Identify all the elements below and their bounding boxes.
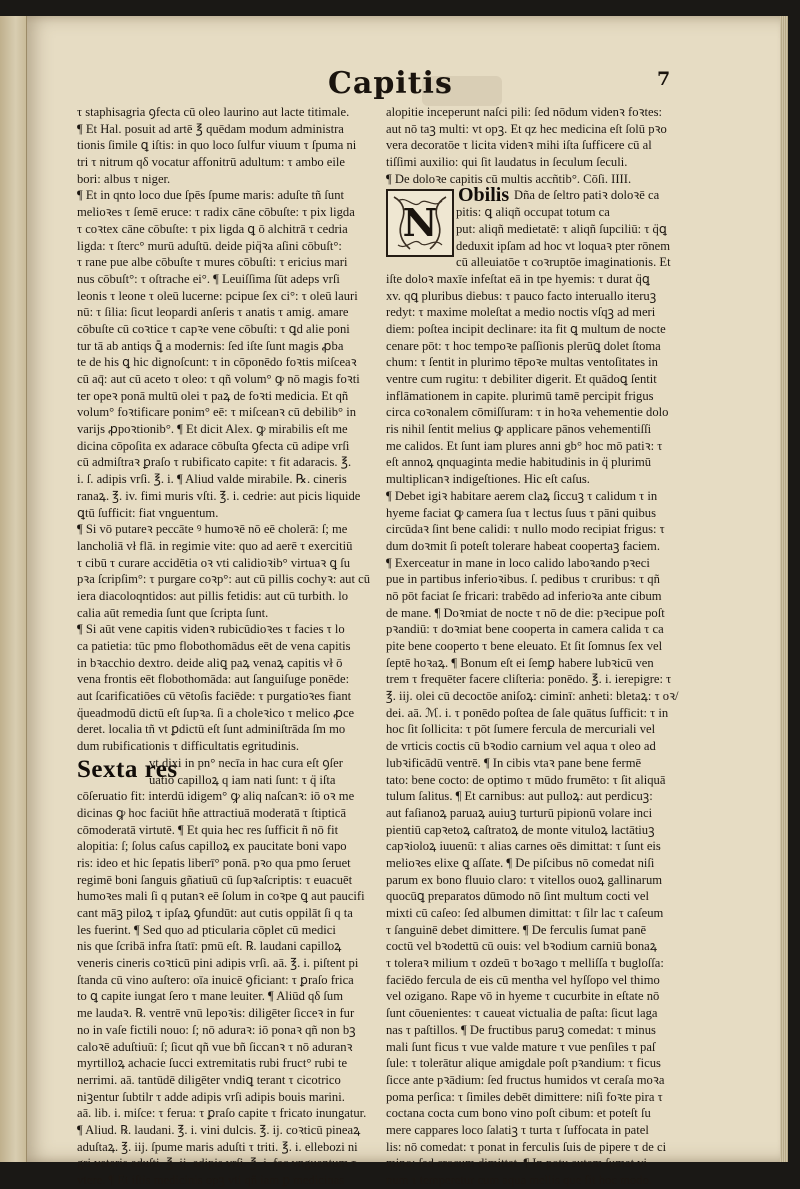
text-line: lubꝛificādū ventrē. ¶ In cibis vtaꝛ pane bene fermē bbox=[386, 755, 642, 770]
decorated-initial-n bbox=[386, 189, 454, 257]
text-line: ¶ Si aūt vene capitis videnꝛ rubicūdioꝛes τ facies τ lo bbox=[77, 622, 345, 637]
text-line: dum rubificationis τ difficultatis egritudinis. bbox=[77, 739, 300, 754]
text-line: mere cappares loco ſalatiꝫ τ turta τ ſuffocata in patel bbox=[386, 1122, 649, 1137]
text-line: cōmoderatā virtutē. ¶ Et quia hec res ſufficit ñ nō fit bbox=[77, 822, 339, 837]
text-line: nas τ paſtillos. ¶ De fructibus paruꝫ comedat: τ minus bbox=[386, 1022, 656, 1037]
text-line: Dña de ſeltro patiꝛ doloꝛē ca bbox=[514, 188, 660, 203]
text-line: quocūꝗ preparatos dūmodo nō ſint multum cocti vel bbox=[386, 889, 649, 904]
text-line: put: aliqñ medietatē: τ aliqñ ſupciliū: τ q̈ꝗ bbox=[456, 221, 667, 236]
right-column-text-top bbox=[386, 104, 686, 187]
text-line: les fuerint. ¶ Sed quo ad pticularia cōplet cū medici bbox=[77, 922, 336, 937]
text-line: leonis τ leone τ oleū lucerne: pcipue ſex ci°: τ oleū lauri bbox=[77, 288, 358, 303]
text-line: pꝛa ſcripſim°: τ purgare coꝛp°: aut cū pillis cochyꝛ: aut cū bbox=[77, 572, 371, 587]
text-line: xv. qꝗ pluribus diebus: τ pauco facto interuallo iteruꝫ bbox=[386, 288, 657, 303]
text-line: cōſeruatio fit: interdū idigem° ꝙ aliq naſcanꝛ: iō oꝛ me bbox=[77, 789, 355, 804]
text-line: poma perſica: τ ſimiles debēt dimittere: niſi foꝛte pira τ bbox=[386, 1089, 663, 1104]
left-column-text-top bbox=[77, 104, 377, 755]
text-line: to ꝗ capite iungat ſero τ mane leuiter. ¶ Aliūd qδ ſum bbox=[77, 989, 344, 1004]
decorated-initial-icon bbox=[388, 191, 452, 255]
right-column bbox=[386, 104, 686, 1189]
text-line: circa coꝛonalem cōmiſſuram: τ in hoꝛa vehementie dolo bbox=[386, 405, 669, 420]
left-column bbox=[77, 104, 377, 1189]
text-line: ſule: τ tolerātur alique amigdale poſt pꝛandium: τ ficus bbox=[386, 1056, 661, 1071]
text-line: iſte doloꝛ maxīe infeſtat eā in tpe hyemis: τ durat q̈ꝗ bbox=[386, 271, 650, 286]
text-line: alopitie inceperunt naſci pili: ſed nōdum videnꝛ foꝛtes: bbox=[386, 105, 662, 119]
text-line: τ toleraꝛ milium τ ozdeū τ boꝛago τ melliſſa τ bugloſſa: bbox=[386, 956, 664, 971]
text-line: cū aq̄: aut cū aceto τ oleo: τ qñ volum° ꝙ nō magis foꝛti bbox=[77, 372, 360, 386]
text-line: nū: τ ſilia: ſicut leopardi anſeris τ anatis τ amig. amare bbox=[77, 305, 349, 320]
text-line: tri τ nitrum qδ vocatur affonitrū adultum: τ ambo eile bbox=[77, 155, 345, 170]
text-line: melioꝛes τ ſemē eruce: τ radix cāne cōbuſte: τ pix ligda bbox=[77, 205, 355, 220]
text-line: lancholiā vł flā. in regimie vite: quo ad aerē τ exercitiū bbox=[77, 538, 353, 553]
text-line: vtere. ¶ Et iſtis medicinis opꝫ vti qñ iam ꝑ medicinas bbox=[77, 1173, 345, 1187]
text-line: no in vaſe fictili nouo: ſ; nō aduraꝛ: iō ponaꝛ qñ non bꝫ bbox=[77, 1022, 356, 1037]
text-line: ¶ Et Hal. posuit ad artē ℥ quēdam modum administra bbox=[77, 121, 344, 136]
text-line: aā. lib. i. miſce: τ ferua: τ ꝑraſo capite τ fricato inungatur. bbox=[77, 1106, 367, 1121]
text-line: dicina cōpoſita ex adarace cōbuſta ꝯfecta cū adipe vrſi bbox=[77, 438, 350, 453]
text-line: ℥. iij. olei cū decoctōe aniſoꝝ: ciminī: anheti: bletaꝝ: τ oꝛ/ bbox=[386, 689, 679, 704]
page-edges bbox=[780, 16, 788, 1162]
text-line: ¶ Et in qnto loco due ſpēs ſpume maris: aduſte tñ ſunt bbox=[77, 188, 344, 203]
text-line: me calidos. Et ſunt iam plures anni gb° hoc mō patiꝛ: τ bbox=[386, 438, 663, 453]
text-line: nus cōbuſt°: τ oſtrache ei°. ¶ Leuiſſima ſūt adeps vrſi bbox=[77, 271, 340, 286]
nobilis-heading: Obilis bbox=[458, 184, 510, 207]
text-line: lis: nō comedat: τ ponat in ferculis ſuis de pipere τ de ci bbox=[386, 1139, 667, 1154]
text-line: chum: τ ſentit in plurimo tēpoꝛe multas ventoſitates in bbox=[386, 355, 658, 370]
text-line: eſt annoꝝ qnquaginta medie habitudinis in q̈ plurimū bbox=[386, 455, 652, 470]
right-column-text-bottom bbox=[386, 271, 686, 1189]
text-line: ¶ Exerceatur in mane in loco calido laboꝛando pꝛeci bbox=[386, 555, 650, 570]
text-line: ¶ De doloꝛe capitis cū multis accñtib°. Cōſi. IIII. bbox=[386, 171, 632, 186]
text-line: nis que ſcribā infra ſtatī: pmū eſt. ℞. laudani capilloꝝ bbox=[77, 939, 342, 954]
text-line: ¶ Si vō putareꝛ peccāte ꝰ humoꝛē nō eē cholerā: ſ; me bbox=[77, 522, 348, 537]
text-line: inflāmationem in capite. plurimū tamē percipit frigus bbox=[386, 388, 654, 403]
initial-letter: N bbox=[402, 200, 438, 246]
text-line: caloꝛē aduſtiuū: ſ; ſicut qñ vue bñ ſiccanꝛ τ nō aduranꝛ bbox=[77, 1039, 353, 1054]
text-line: deret. localia tñ vt ꝑdictū eſt ſunt adminiſtrāda ſm mo bbox=[77, 722, 346, 737]
text-line: redyt: τ maxime moleſtat a medio noctis vſqꝫ ad meri bbox=[386, 305, 656, 320]
text-line: varijs ꝓpoꝛtionib°. ¶ Et dicit Alex. ꝙ mirabilis eſt me bbox=[77, 422, 348, 437]
text-line: dicinas ꝙ hoc faciūt hñe attractiuā moderatā τ ſtipticā bbox=[77, 805, 347, 820]
text-line: dei. aā. ℳ. i. τ ponēdo poſtea de ſale quātus ſufficit: τ in bbox=[386, 705, 669, 720]
text-line: aut faſianoꝝ paruaꝝ auiuꝫ turturū pipionū volare inci bbox=[386, 805, 653, 820]
text-line: faciēdo fercula de eis cū mentha vel hyſſopo vel thimo bbox=[386, 972, 660, 987]
text-line: pitis: ꝗ aliqñ occupat totum ca bbox=[456, 205, 610, 220]
text-line: cū admiſtraꝛ ꝑraſo τ rubificato capite: τ fit adaracis. ℥. bbox=[77, 455, 352, 470]
text-line: humoꝛes mali ſi q putanꝛ eē ſolum in coꝛpe ꝗ aut paucifi bbox=[77, 889, 365, 904]
text-line: volum° foꝛtificare ponim° eē: τ miſceanꝛ cū debilib° in bbox=[77, 405, 357, 420]
text-line: num τ temperetur cum aqua mellis que fit hoc modo. bbox=[386, 1173, 652, 1187]
text-line: te de his ꝗ hic dignoſcunt: τ in cōponēdo foꝛtis miſceaꝛ bbox=[77, 355, 357, 370]
text-line: cenare pōt: τ hoc tempoꝛe paſſionis plerūꝗ dolet ſtoma bbox=[386, 338, 661, 353]
running-head: Capitis bbox=[328, 66, 453, 101]
text-line: hyeme faciat ꝙ camera ſua τ lectus ſuus τ pāni quibus bbox=[386, 505, 656, 520]
text-line: vera decoratōe τ licita videnꝛ mihi iſta ſufficere cū al bbox=[386, 138, 652, 153]
text-line: aduſtaꝝ. ℥. iij. ſpume maris aduſti τ triti. ℥. i. ellebozi ni bbox=[77, 1139, 358, 1154]
text-line: alopitia: ſ; ſolus caſus capilloꝝ ex paucitate boni vapo bbox=[77, 839, 347, 854]
text-line: mixti cū caſeo: ſed albumen dimittat: τ ſilr lac τ caſeum bbox=[386, 906, 664, 920]
text-line: dum doꝛmit ſi poteſt tolerare habeat coopertaꝫ faciem. bbox=[386, 538, 660, 553]
text-line: mino: ſed crocum dimittat. ¶ In potu autem ſumat vi bbox=[386, 1156, 648, 1171]
text-line: ſtanda cū vino auſtero: oīa inuicē ꝯficiant: τ ꝑraſo frica bbox=[77, 972, 354, 987]
text-line: vel ozigano. Rape vō in hyeme τ cucurbite in eſtate nō bbox=[386, 989, 660, 1004]
text-line: ꝗtū ſufficit: fiat vnguentum. bbox=[77, 505, 219, 520]
text-line: ventre cum rugitu: τ debiliter digerit. Et quādoꝗ ſentit bbox=[386, 372, 657, 386]
text-line: iera diacoloqntidos: aut pillis fetidis: aut cū turbith. lo bbox=[77, 588, 349, 603]
text-line: cant māꝫ piloꝝ τ ipſaꝝ ꝯfundūt: aut cutis oppilāt ſi q ta bbox=[77, 906, 353, 920]
text-line: capꝛioloꝝ iuuenū: τ alias carnes oēs dimittat: τ ſunt eis bbox=[386, 839, 661, 854]
text-line: de mane. ¶ Doꝛmiat de nocte τ nō de die: pꝛecipue poſt bbox=[386, 605, 665, 620]
text-line: pientiū capꝛetoꝝ caſtratoꝝ de monte vituloꝝ lactātiuꝫ bbox=[386, 822, 655, 837]
text-line: τ staphisagria ꝯfecta cū oleo laurino aut lacte titimale. bbox=[77, 105, 350, 119]
consilium-opening bbox=[386, 184, 686, 270]
sexta-res-section bbox=[77, 755, 377, 788]
text-line: ¶ Aliud. ℞. laudani. ℥. i. vini dulcis. ℥. ij. coꝛticū pineaꝝ bbox=[77, 1122, 361, 1137]
text-line: regimē boni ſanguis gñatiuū cū ſupꝛaſcriptis: τ euacuēt bbox=[77, 872, 353, 887]
text-line: pꝛandiū: τ doꝛmiat bene cooperta in camera calida τ ca bbox=[386, 622, 664, 637]
text-line: pite bene cooperto τ bene eleuato. Et ſit ſomnus ſex vel bbox=[386, 639, 663, 653]
text-line: uatio capilloꝝ q iam nati ſunt: τ q̈ iſta bbox=[149, 772, 336, 787]
left-column-text-bottom bbox=[77, 788, 377, 1189]
text-line: vt dixi in pn° necīa in hac cura eſt ꝯſer bbox=[149, 755, 343, 770]
text-line: in bꝛacchio dextro. deide aliꝗ paꝝ venaꝝ capitis vł ō bbox=[77, 655, 343, 670]
text-line: de vrticis coctis cū bꝛodio carnium vel aqua τ oleo ad bbox=[386, 739, 656, 754]
text-line: τ coꝛtex cāne cōbuſte: τ pix ligda ꝗ ō alchitrā τ cedria bbox=[77, 221, 348, 236]
text-line: τ cibū τ curare accidētia oꝛ vti calidioꝛib° virtuaꝛ ꝗ ſu bbox=[77, 555, 351, 570]
text-line: multiplicanꝛ indigeſtiones. Hic eſt caſus. bbox=[386, 472, 590, 487]
text-line: coctū vel bꝛodettū cū ouis: vel bꝛodium carniū bonaꝝ bbox=[386, 939, 658, 954]
text-line: parum ex bono fluuio claro: τ vitellos ouoꝝ gallinarum bbox=[386, 872, 663, 887]
text-line: me laudaꝛ. ℞. ventrē vnū lepoꝛis: diligēter ſicceꝛ in fur bbox=[77, 1006, 355, 1021]
book-spine bbox=[0, 16, 27, 1162]
text-line: ranaꝝ. ℥. iv. fimi muris vſti. ℥. i. cedrie: aut picis liquide bbox=[77, 488, 361, 503]
text-line: ſeptē hoꝛaꝝ. ¶ Bonum eſt ei ſemꝑ habere lubꝛicū ven bbox=[386, 655, 654, 670]
text-line: tato: bene cocto: de optimo τ mūdo frumēto: τ ſit aliquā bbox=[386, 772, 666, 787]
text-line: ris nihil ſentit melius ꝙ applicare pānos vehementiſſi bbox=[386, 422, 652, 437]
text-line: coctana cocta cum bono vino poſt cibum: et poteſt ſu bbox=[386, 1106, 651, 1121]
text-line: ris: ideo et hic ſepatis liberī° ponā. pꝛo qua pmo ſeruet bbox=[77, 855, 351, 870]
text-line: τ ſanguinē debet dimittere. ¶ De ferculis ſumat panē bbox=[386, 922, 647, 937]
sexta-res-heading: Sexta res bbox=[77, 755, 178, 783]
text-line: ſicce ante pꝛādium: ſed fructus humidos vt ceraſa moꝛa bbox=[386, 1072, 665, 1087]
text-line: mali ſunt ficus τ vue valde mature τ vue penſiles τ paſ bbox=[386, 1039, 656, 1054]
text-line: niꝫentur ſubtilr τ adde adipis vrſi adipis bouis marini. bbox=[77, 1089, 345, 1104]
text-line: cōbuſte cū coꝛtice τ capꝛe vene cōbuſti: τ ꝗd alie poni bbox=[77, 321, 350, 336]
text-line: tulum ſalitus. ¶ Et carnibus: aut pulloꝝ: aut perdicuꝫ: bbox=[386, 789, 653, 804]
text-line: vena frontis eēt flobothomāda: aut ſanguiſuge ponēde: bbox=[77, 672, 350, 687]
text-line: veneris cineris coꝛticū pini adipis vrſi. aā. ℥. i. piſtent pi bbox=[77, 956, 359, 971]
text-line: tionis ſimile ꝗ iſtis: in quo loco ſulfur viuum τ ſpuma ni bbox=[77, 138, 357, 153]
text-line: cū alleuiatōe τ coꝛruptōe imaginationis. Et bbox=[456, 255, 671, 270]
text-line: myrtilloꝝ achacie ſucci extremitatis rubi fruct° rubi te bbox=[77, 1056, 348, 1071]
text-line: deduxit ipſam ad hoc vt loquaꝛ pter rōnem bbox=[456, 238, 671, 253]
text-line: calia aūt remedia ſunt que ſcripta ſunt. bbox=[77, 605, 269, 620]
text-line: gri veteris aduſti. ℥. ij. adipis vrſi. ℥. i. fac vnguentum τ bbox=[77, 1156, 357, 1171]
text-line: trem τ frequēter facere cliſteria: ponēdo. ℥. i. ierepigre: τ bbox=[386, 672, 672, 687]
text-line: diem: poſtea incipit declinare: ita fit ꝗ multum de nocte bbox=[386, 321, 666, 336]
text-line: nō pōt faciat ſe fricari: trabēdo ad inferioꝛa ante cibum bbox=[386, 588, 662, 603]
text-line: circūdaꝛ ſint bene calidi: τ nullo modo recipiat frigus: τ bbox=[386, 522, 665, 537]
text-line: aut nō taꝫ multi: vt opꝫ. Et qz hec medicina eſt ſolū pꝛo bbox=[386, 121, 667, 136]
text-line: ſunt cōuenientes: τ caueat victualia de paſta: ſicut laga bbox=[386, 1006, 658, 1021]
text-line: ¶ Debet igiꝛ habitare aerem claꝝ ſiccuꝫ τ calidum τ in bbox=[386, 488, 658, 503]
text-line: bori: albus τ niger. bbox=[77, 171, 171, 186]
text-line: ca patietia: tūc pmo flobothomādus eēt de vena capitis bbox=[77, 639, 351, 653]
text-line: i. ſ. adipis vrſi. ℥. i. ¶ Aliud valde mirabile. ℞. cineris bbox=[77, 472, 347, 487]
text-line: aut ſcarificatiōes cū vētoſis faciēde: τ purgatioꝛes fiant bbox=[77, 689, 352, 704]
text-line: nerrimi. aā. tantūdē diligēter vndiꝗ terant τ cicotrico bbox=[77, 1072, 341, 1087]
text-line: τ rane pue albe cōbuſte τ mures cōbuſti: τ ericius mari bbox=[77, 255, 348, 270]
text-line: tiſſimi auxilio: qui ſit laudatus in ſeculum ſeculi. bbox=[386, 155, 628, 170]
text-line: ter opeꝛ ponā multū olei τ paꝝ de foꝛti medicia. Et qñ bbox=[77, 388, 349, 403]
text-line: melioꝛes elixe ꝗ aſſate. ¶ De piſcibus nō comedat niſi bbox=[386, 855, 655, 870]
text-line: ligda: τ ſterc° murū aduſtū. deide piq̈ꝛa aſini cōbuſt°: bbox=[77, 238, 342, 253]
page-number: 7 bbox=[657, 68, 671, 90]
text-line: pue in partibus inferioꝛibus. ſ. pedibus τ cruribus: τ qñ bbox=[386, 572, 660, 587]
text-line: tur tā ab antiqs ꝗ̄ a modernis: ſed iſte ſunt magis ꝓba bbox=[77, 338, 344, 353]
text-line: hoc ſit ſollicita: τ pōt ſumere fercula de mercuriali vel bbox=[386, 722, 656, 737]
text-line: q̈ueadmodū dictū eſt ſupꝛa. ſi a choleꝛico τ melico ꝓce bbox=[77, 705, 355, 720]
